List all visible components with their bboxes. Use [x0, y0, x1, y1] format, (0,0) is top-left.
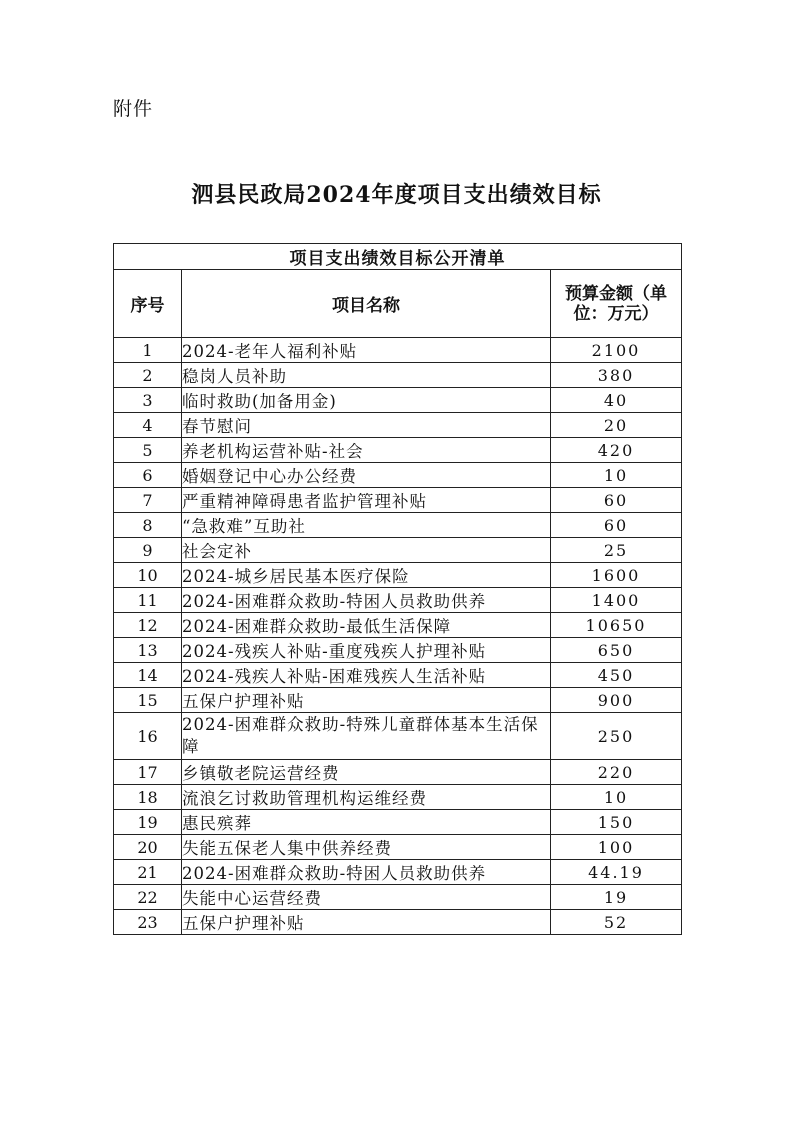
row-project-name: 临时救助(加备用金): [182, 388, 551, 413]
table-caption-row: [114, 244, 682, 270]
row-project-name: 2024-残疾人补贴-重度残疾人护理补贴: [182, 638, 551, 663]
row-budget-amount: 1400: [551, 588, 682, 613]
row-serial-number: 21: [114, 860, 182, 885]
table-row: [114, 563, 682, 588]
table-row: [114, 860, 682, 885]
row-serial-number: 7: [114, 488, 182, 513]
table-row: [114, 785, 682, 810]
row-budget-amount: 25: [551, 538, 682, 563]
row-project-name: 惠民殡葬: [182, 810, 551, 835]
table-row: [114, 910, 682, 935]
row-project-name: 2024-困难群众救助-特困人员救助供养: [182, 588, 551, 613]
row-serial-number: 13: [114, 638, 182, 663]
table-row: [114, 488, 682, 513]
table-row: [114, 663, 682, 688]
row-budget-amount: 10650: [551, 613, 682, 638]
row-serial-number: 6: [114, 463, 182, 488]
header-serial-number: 序号: [114, 270, 182, 338]
row-budget-amount: 250: [551, 713, 682, 760]
table-row: [114, 538, 682, 563]
row-project-name: 流浪乞讨救助管理机构运维经费: [182, 785, 551, 810]
row-project-name: 严重精神障碍患者监护管理补贴: [182, 488, 551, 513]
table-row: [114, 638, 682, 663]
table-header-row: [114, 270, 682, 338]
header-project-name: 项目名称: [182, 270, 551, 338]
row-serial-number: 15: [114, 688, 182, 713]
row-project-name: “急救难”互助社: [182, 513, 551, 538]
table-row: [114, 388, 682, 413]
row-project-name: 五保户护理补贴: [182, 910, 551, 935]
row-project-name: 五保户护理补贴: [182, 688, 551, 713]
row-budget-amount: 10: [551, 785, 682, 810]
row-budget-amount: 650: [551, 638, 682, 663]
table-body: [114, 338, 682, 935]
table-row: [114, 413, 682, 438]
row-budget-amount: 100: [551, 835, 682, 860]
row-project-name: 社会定补: [182, 538, 551, 563]
row-serial-number: 4: [114, 413, 182, 438]
row-budget-amount: 19: [551, 885, 682, 910]
row-budget-amount: 60: [551, 513, 682, 538]
row-project-name: 婚姻登记中心办公经费: [182, 463, 551, 488]
table-row: [114, 588, 682, 613]
row-project-name: 失能五保老人集中供养经费: [182, 835, 551, 860]
row-serial-number: 23: [114, 910, 182, 935]
table-row: [114, 885, 682, 910]
table-caption: 项目支出绩效目标公开清单: [114, 244, 682, 270]
row-serial-number: 5: [114, 438, 182, 463]
row-budget-amount: 44.19: [551, 860, 682, 885]
table-row: [114, 835, 682, 860]
row-project-name: 2024-老年人福利补贴: [182, 338, 551, 363]
row-serial-number: 10: [114, 563, 182, 588]
table-row: [114, 463, 682, 488]
row-serial-number: 18: [114, 785, 182, 810]
row-serial-number: 14: [114, 663, 182, 688]
row-budget-amount: 52: [551, 910, 682, 935]
row-project-name: 2024-困难群众救助-特困人员救助供养: [182, 860, 551, 885]
row-budget-amount: 150: [551, 810, 682, 835]
row-serial-number: 20: [114, 835, 182, 860]
table-row: [114, 760, 682, 785]
table-row: [114, 613, 682, 638]
row-project-name: 2024-城乡居民基本医疗保险: [182, 563, 551, 588]
row-project-name: 失能中心运营经费: [182, 885, 551, 910]
row-serial-number: 11: [114, 588, 182, 613]
attachment-label: 附件: [113, 98, 154, 120]
table-row: [114, 688, 682, 713]
row-serial-number: 16: [114, 713, 182, 760]
row-serial-number: 2: [114, 363, 182, 388]
row-project-name: 春节慰问: [182, 413, 551, 438]
table-row: [114, 363, 682, 388]
row-serial-number: 12: [114, 613, 182, 638]
row-budget-amount: 40: [551, 388, 682, 413]
table-row: [114, 713, 682, 760]
table-row: [114, 810, 682, 835]
row-serial-number: 1: [114, 338, 182, 363]
row-budget-amount: 450: [551, 663, 682, 688]
table-row: [114, 338, 682, 363]
row-budget-amount: 1600: [551, 563, 682, 588]
row-project-name: 2024-困难群众救助-特殊儿童群体基本生活保障: [182, 713, 551, 760]
row-budget-amount: 380: [551, 363, 682, 388]
row-serial-number: 3: [114, 388, 182, 413]
table-row: [114, 438, 682, 463]
row-budget-amount: 20: [551, 413, 682, 438]
row-project-name: 稳岗人员补助: [182, 363, 551, 388]
row-serial-number: 8: [114, 513, 182, 538]
row-serial-number: 9: [114, 538, 182, 563]
row-serial-number: 17: [114, 760, 182, 785]
row-serial-number: 19: [114, 810, 182, 835]
budget-table: [113, 243, 682, 935]
document-title: 泗县民政局2024年度项目支出绩效目标: [191, 182, 602, 208]
row-budget-amount: 420: [551, 438, 682, 463]
row-project-name: 养老机构运营补贴-社会: [182, 438, 551, 463]
row-serial-number: 22: [114, 885, 182, 910]
row-project-name: 乡镇敬老院运营经费: [182, 760, 551, 785]
row-project-name: 2024-残疾人补贴-困难残疾人生活补贴: [182, 663, 551, 688]
table-row: [114, 513, 682, 538]
row-budget-amount: 220: [551, 760, 682, 785]
row-budget-amount: 900: [551, 688, 682, 713]
row-project-name: 2024-困难群众救助-最低生活保障: [182, 613, 551, 638]
header-budget-amount: 预算金额（单位：万元）: [551, 270, 682, 338]
row-budget-amount: 60: [551, 488, 682, 513]
row-budget-amount: 10: [551, 463, 682, 488]
row-budget-amount: 2100: [551, 338, 682, 363]
